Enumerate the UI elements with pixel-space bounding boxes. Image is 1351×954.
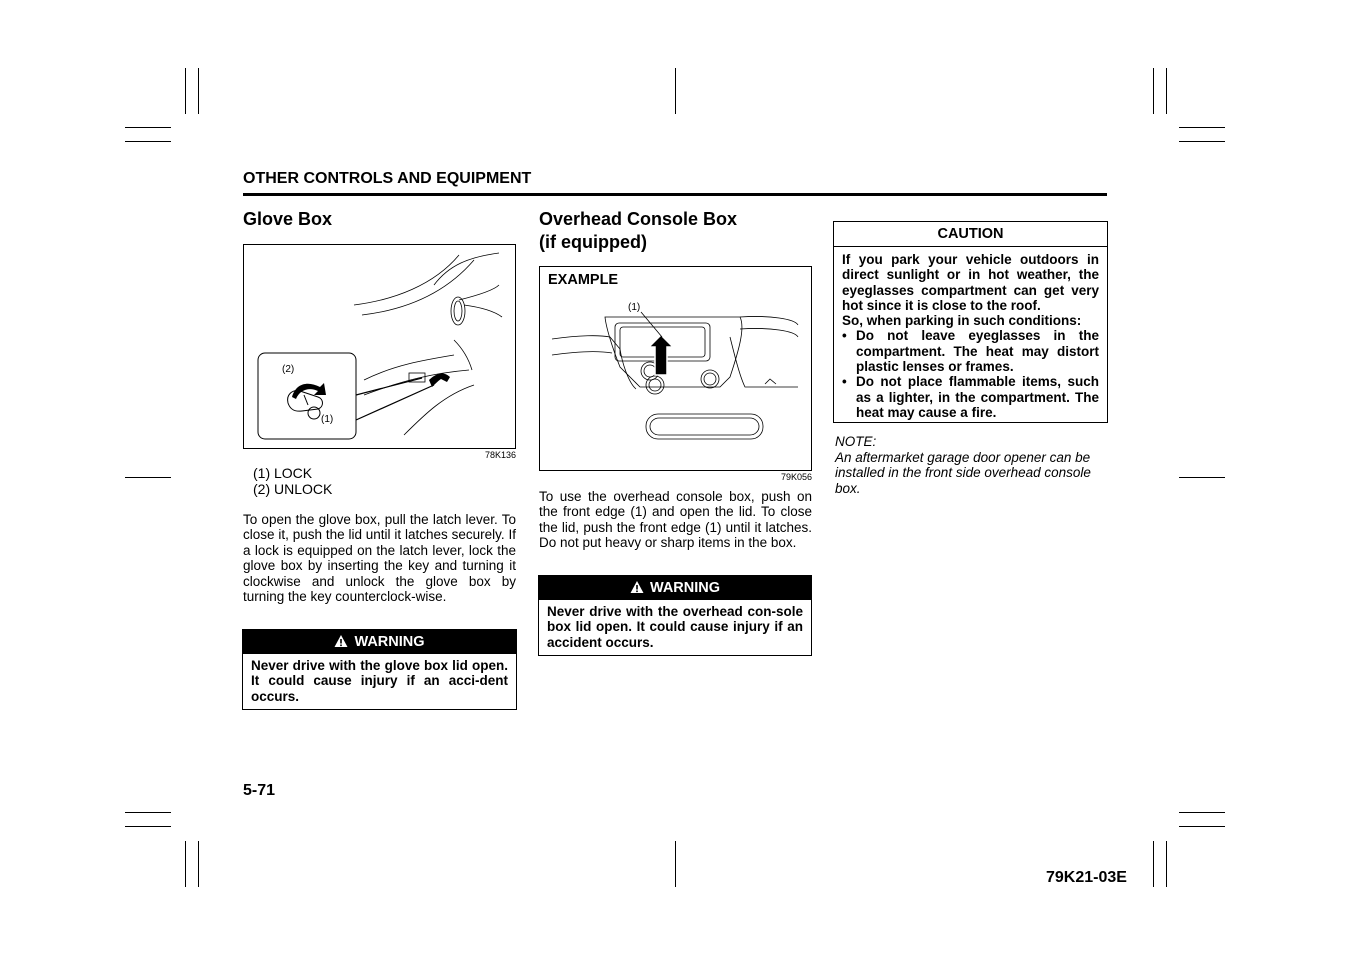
glove-box-callout-2: (2) xyxy=(282,364,295,375)
crop-mark xyxy=(1166,68,1167,114)
crop-mark xyxy=(1166,841,1167,887)
warning-label: WARNING xyxy=(649,580,721,596)
crop-mark xyxy=(198,68,199,114)
overhead-console-illustration xyxy=(540,267,811,470)
crop-mark xyxy=(1179,826,1225,827)
page-number: 5-71 xyxy=(243,782,276,799)
crop-mark xyxy=(1153,841,1154,887)
legend-item-lock: (1) LOCK xyxy=(253,465,313,481)
crop-mark xyxy=(125,477,171,478)
caution-lead: So, when parking in such conditions: xyxy=(842,313,1082,329)
overhead-console-title-line1: Overhead Console Box xyxy=(539,209,738,229)
warning-label: WARNING xyxy=(354,634,425,650)
crop-mark xyxy=(1179,812,1225,813)
legend-item-unlock: (2) UNLOCK xyxy=(253,481,333,497)
caution-header: CAUTION xyxy=(834,222,1107,247)
crop-mark xyxy=(1153,68,1154,114)
crop-mark xyxy=(125,141,171,142)
warning-header xyxy=(243,630,516,654)
glove-box-title: Glove Box xyxy=(243,209,333,229)
glove-box-warning xyxy=(242,629,517,710)
glove-box-figure xyxy=(243,244,516,449)
document-code: 79K21-03E xyxy=(1046,869,1127,886)
overhead-console-figure-code: 79K056 xyxy=(780,472,812,482)
note-text: An aftermarket garage door opener can be installed in the front side overhead console box. xyxy=(835,450,1091,496)
glove-box-legend xyxy=(253,465,332,497)
caution-intro: If you park your vehicle outdoors in direct sunlight or in hot weather, the eyeglasses compartment can get very hot since it is close to the roof. xyxy=(842,252,1099,313)
warning-icon xyxy=(334,634,348,648)
crop-mark xyxy=(125,826,171,827)
bullet-mark: • xyxy=(842,328,847,344)
warning-text: Never drive with the glove box lid open. It could cause injury if an acci-dent occurs. xyxy=(251,658,508,704)
crop-mark xyxy=(1179,141,1225,142)
glove-box-callout-1: (1) xyxy=(321,414,334,425)
section-header: OTHER CONTROLS AND EQUIPMENT xyxy=(243,170,532,187)
crop-mark xyxy=(675,68,676,114)
figure-example-label: EXAMPLE xyxy=(548,272,619,288)
bullet-text: Do not place flammable items, such as a lighter, in the compartment. The heat may cause a fire. xyxy=(856,374,1099,420)
crop-mark xyxy=(125,812,171,813)
caution-body xyxy=(834,247,1107,426)
crop-mark xyxy=(125,127,171,128)
warning-header xyxy=(539,576,811,600)
overhead-console-figure xyxy=(539,266,812,471)
bullet-mark: • xyxy=(842,374,847,390)
glove-box-figure-code: 78K136 xyxy=(484,450,516,460)
header-rule xyxy=(243,193,1107,196)
overhead-console-warning xyxy=(538,575,812,656)
crop-mark xyxy=(185,841,186,887)
crop-mark xyxy=(675,841,676,887)
overhead-console-title-line2: (if equipped) xyxy=(539,232,647,252)
glove-box-body: To open the glove box, pull the latch lever. To close it, push the lid until it latches securely. If a lock is equipped on the latch lever, lock the glove box by inserting the key and turning it clockwise and unlock the glove box by turning the key counterclock-wise. xyxy=(243,512,516,605)
warning-text: Never drive with the overhead con-sole box lid open. It could cause injury if an accident occurs. xyxy=(547,604,803,650)
crop-mark xyxy=(1179,477,1225,478)
caution-box xyxy=(833,221,1108,423)
caution-bullet xyxy=(842,328,1099,374)
glove-box-illustration xyxy=(244,245,515,448)
overhead-console-title xyxy=(539,208,737,254)
crop-mark xyxy=(185,68,186,114)
overhead-console-callout-1: (1) xyxy=(628,302,641,313)
crop-mark xyxy=(198,841,199,887)
crop-mark xyxy=(1179,127,1225,128)
warning-icon xyxy=(630,580,644,594)
bullet-text: Do not leave eyeglasses in the compartment. The heat may distort plastic lenses or frames. xyxy=(856,328,1099,375)
overhead-console-body: To use the overhead console box, push on the front edge (1) and open the lid. To close the lid, push the front edge (1) until it latches. Do not put heavy or sharp items in the box. xyxy=(539,489,812,551)
caution-bullet xyxy=(842,374,1099,420)
note-label: NOTE: xyxy=(835,434,877,449)
